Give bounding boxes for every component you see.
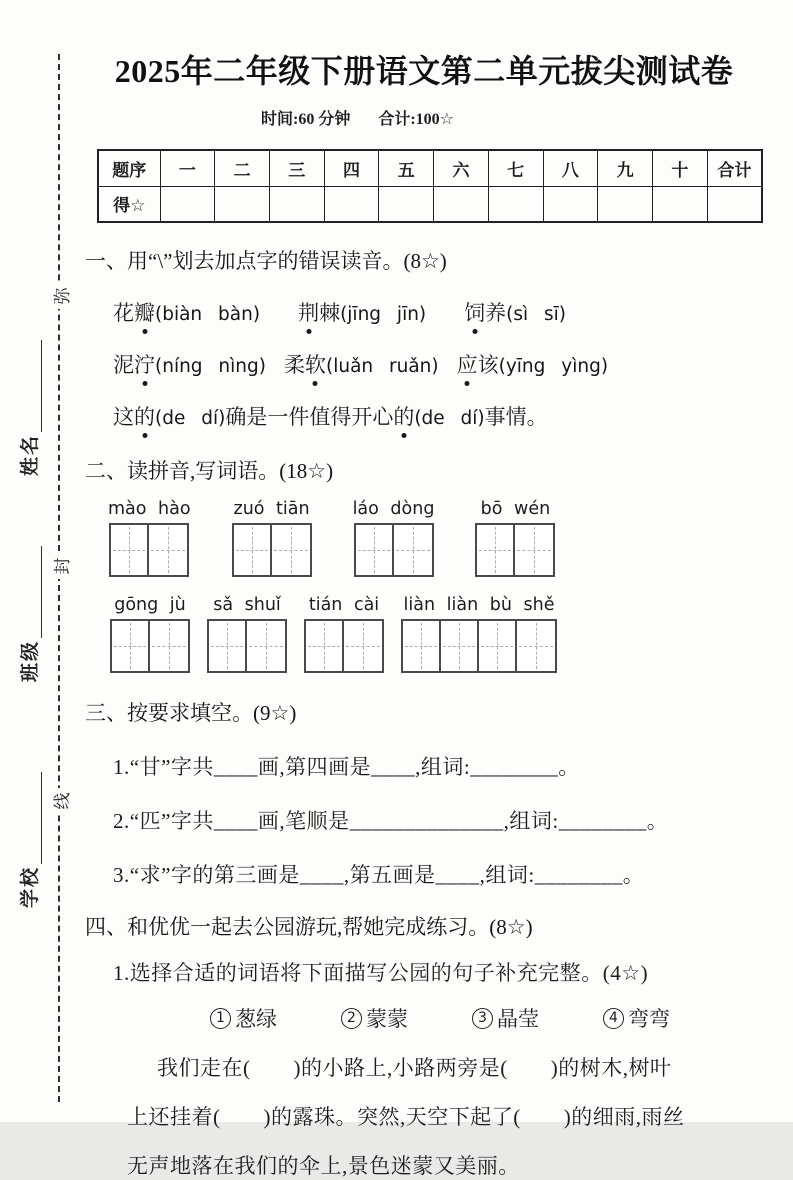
answer-cell[interactable] xyxy=(515,525,553,575)
class-field[interactable] xyxy=(14,522,42,682)
dotted-character: 软 xyxy=(305,349,326,379)
answer-cell[interactable] xyxy=(394,525,432,575)
pinyin-group xyxy=(232,499,312,577)
section3-item-3: 3.“求”字的第三画是____,第五画是____,组词:________。 xyxy=(113,863,645,887)
header-total: 合计 xyxy=(707,150,762,186)
pinyin-reading: bō wén xyxy=(480,499,551,519)
score-cell[interactable] xyxy=(160,186,215,222)
name-field[interactable] xyxy=(14,316,42,476)
page-title: 2025年二年级下册语文第二单元拔尖测试卷 xyxy=(114,53,734,89)
option-label: 蒙蒙 xyxy=(366,1007,408,1031)
answer-cell[interactable] xyxy=(403,621,441,671)
pinyin-choices: (níng nìng) xyxy=(155,356,266,377)
pinyin-choices: (de dí) xyxy=(155,408,226,429)
score-table-header-row xyxy=(98,150,762,186)
score-cell[interactable] xyxy=(324,186,379,222)
answer-cell[interactable] xyxy=(344,621,382,671)
score-cell[interactable] xyxy=(707,186,762,222)
class-label: 班级 xyxy=(20,639,41,682)
character: 这 xyxy=(113,405,134,429)
option-1 xyxy=(210,1003,277,1033)
pinyin-row-2 xyxy=(85,595,763,673)
header-q6: 六 xyxy=(434,150,489,186)
writing-grid[interactable] xyxy=(304,619,384,673)
dotted-character: 荆 xyxy=(298,297,319,327)
class-blank-line[interactable] xyxy=(22,546,42,638)
score-cell[interactable] xyxy=(215,186,270,222)
dotted-character: 的 xyxy=(393,401,414,431)
answer-cell[interactable] xyxy=(441,621,479,671)
seal-char-xian: 线 xyxy=(47,788,73,814)
writing-grid[interactable] xyxy=(207,619,287,673)
circled-number-icon: 1 xyxy=(210,1008,231,1029)
fill-in-paragraph xyxy=(85,1052,763,1180)
total-score: 合计:100☆ xyxy=(378,111,455,128)
pinyin-group xyxy=(304,595,384,673)
answer-cell[interactable] xyxy=(111,525,149,575)
name-label: 姓名 xyxy=(20,433,41,476)
pinyin-group xyxy=(110,595,190,673)
pinyin-reading: mào hào xyxy=(108,499,191,519)
header-q9: 九 xyxy=(598,150,653,186)
writing-grid[interactable] xyxy=(354,523,434,577)
school-field[interactable] xyxy=(14,748,42,908)
pinyin-group xyxy=(108,499,191,577)
pinyin-group xyxy=(353,499,435,577)
writing-grid[interactable] xyxy=(110,619,190,673)
pinyin-group xyxy=(207,595,287,673)
paper-meta xyxy=(261,106,763,129)
header-q2: 二 xyxy=(215,150,270,186)
option-4 xyxy=(603,1003,670,1033)
option-label: 晶莹 xyxy=(497,1007,539,1031)
pinyin-choices: (luǎn ruǎn) xyxy=(325,356,439,377)
paragraph-line-2: 上还挂着( )的露珠。突然,天空下起了( )的细雨,雨丝 xyxy=(127,1105,685,1129)
score-cell[interactable] xyxy=(434,186,489,222)
option-label: 葱绿 xyxy=(235,1007,277,1031)
pinyin-choices: (sì sī) xyxy=(506,304,567,325)
circled-number-icon: 3 xyxy=(472,1008,493,1029)
circled-number-icon: 2 xyxy=(341,1008,362,1029)
section1-heading: 一、用“\”划去加点字的错误读音。(8☆) xyxy=(85,249,447,273)
header-q7: 七 xyxy=(488,150,543,186)
writing-grid[interactable] xyxy=(401,619,557,673)
header-q10: 十 xyxy=(652,150,707,186)
word-group xyxy=(298,297,426,327)
answer-cell[interactable] xyxy=(517,621,555,671)
section1-line3 xyxy=(85,401,763,431)
score-cell[interactable] xyxy=(379,186,434,222)
character: 泥 xyxy=(113,353,134,377)
section3-item-2: 2.“匹”字共____画,笔顺是______________,组词:________。 xyxy=(113,809,669,833)
pinyin-reading: sǎ shuǐ xyxy=(213,595,281,615)
header-q1: 一 xyxy=(160,150,215,186)
character: 养 xyxy=(485,301,507,325)
pinyin-group xyxy=(401,595,557,673)
word-group xyxy=(113,349,266,379)
time-limit: 时间:60 分钟 xyxy=(261,111,351,128)
word-group xyxy=(284,349,439,379)
word-group xyxy=(464,297,566,327)
pinyin-group xyxy=(475,499,555,577)
answer-cell[interactable] xyxy=(209,621,247,671)
pinyin-choices: (de dí) xyxy=(414,408,485,429)
pinyin-reading: zuó tiān xyxy=(233,499,310,519)
header-question-order: 题序 xyxy=(98,150,160,186)
writing-grid[interactable] xyxy=(232,523,312,577)
answer-cell[interactable] xyxy=(479,621,517,671)
writing-grid[interactable] xyxy=(109,523,189,577)
section4-heading: 四、和优优一起去公园游玩,帮她完成练习。(8☆) xyxy=(85,915,533,939)
dotted-character: 泞 xyxy=(134,349,155,379)
dotted-character: 应 xyxy=(457,349,478,379)
answer-cell[interactable] xyxy=(356,525,394,575)
section1-line1 xyxy=(85,297,763,327)
header-q3: 三 xyxy=(269,150,324,186)
pinyin-row-1 xyxy=(85,499,763,577)
character: 花 xyxy=(113,301,134,325)
paragraph-line-1: 我们走在( )的小路上,小路两旁是( )的树木,树叶 xyxy=(157,1056,672,1080)
score-cell[interactable] xyxy=(543,186,598,222)
pinyin-choices: (yīng yìng) xyxy=(498,356,609,377)
answer-cell[interactable] xyxy=(306,621,344,671)
option-label: 弯弯 xyxy=(628,1007,670,1031)
word-group xyxy=(113,401,225,431)
score-cell[interactable] xyxy=(488,186,543,222)
word-group xyxy=(225,401,484,431)
character: 该 xyxy=(477,353,499,377)
pinyin-reading: gōng jù xyxy=(114,595,186,615)
circled-number-icon: 4 xyxy=(603,1008,624,1029)
answer-cell[interactable] xyxy=(149,525,187,575)
score-cell[interactable] xyxy=(269,186,324,222)
character: 棘 xyxy=(319,301,341,325)
answer-cell[interactable] xyxy=(150,621,188,671)
seal-char-feng: 封 xyxy=(47,553,73,579)
section4-sub1: 1.选择合适的词语将下面描写公园的句子补充完整。(4☆) xyxy=(113,961,649,985)
name-blank-line[interactable] xyxy=(22,340,42,432)
word-options xyxy=(85,1003,763,1033)
section2-heading: 二、读拼音,写词语。(18☆) xyxy=(85,459,334,483)
score-table-score-row xyxy=(98,186,762,222)
section3-item-1: 1.“甘”字共____画,第四画是____,组词:________。 xyxy=(113,755,580,779)
section3-heading: 三、按要求填空。(9☆) xyxy=(85,701,297,725)
writing-grid[interactable] xyxy=(475,523,555,577)
character: 确是一件值得开心 xyxy=(225,405,394,429)
pinyin-reading: liàn liàn bù shě xyxy=(403,595,555,615)
pinyin-choices: (jīng jīn) xyxy=(340,304,427,325)
pinyin-reading: láo dòng xyxy=(352,499,435,519)
score-table xyxy=(97,149,763,223)
word-group xyxy=(457,349,608,379)
dotted-character: 瓣 xyxy=(134,297,155,327)
dotted-character: 饲 xyxy=(464,297,485,327)
score-cell[interactable] xyxy=(598,186,653,222)
answer-cell[interactable] xyxy=(234,525,272,575)
word-group xyxy=(113,297,260,327)
score-row-label: 得☆ xyxy=(98,186,160,222)
paragraph-line-3: 无声地落在我们的伞上,景色迷蒙又美丽。 xyxy=(127,1154,520,1178)
option-2 xyxy=(341,1003,408,1033)
header-q5: 五 xyxy=(379,150,434,186)
pinyin-reading: tián cài xyxy=(308,595,380,615)
answer-cell[interactable] xyxy=(247,621,285,671)
school-label: 学校 xyxy=(20,865,41,908)
dotted-character: 的 xyxy=(134,401,155,431)
school-blank-line[interactable] xyxy=(22,772,42,864)
answer-cell[interactable] xyxy=(272,525,310,575)
character: 事情。 xyxy=(484,405,548,429)
header-q4: 四 xyxy=(324,150,379,186)
answer-cell[interactable] xyxy=(477,525,515,575)
seal-char-mi: 弥 xyxy=(47,283,73,309)
character: 柔 xyxy=(283,353,305,377)
answer-cell[interactable] xyxy=(112,621,150,671)
score-cell[interactable] xyxy=(652,186,707,222)
pinyin-choices: (biàn bàn) xyxy=(155,304,261,325)
section1-line2 xyxy=(85,349,763,379)
word-group xyxy=(485,401,548,431)
option-3 xyxy=(472,1003,539,1033)
header-q8: 八 xyxy=(543,150,598,186)
